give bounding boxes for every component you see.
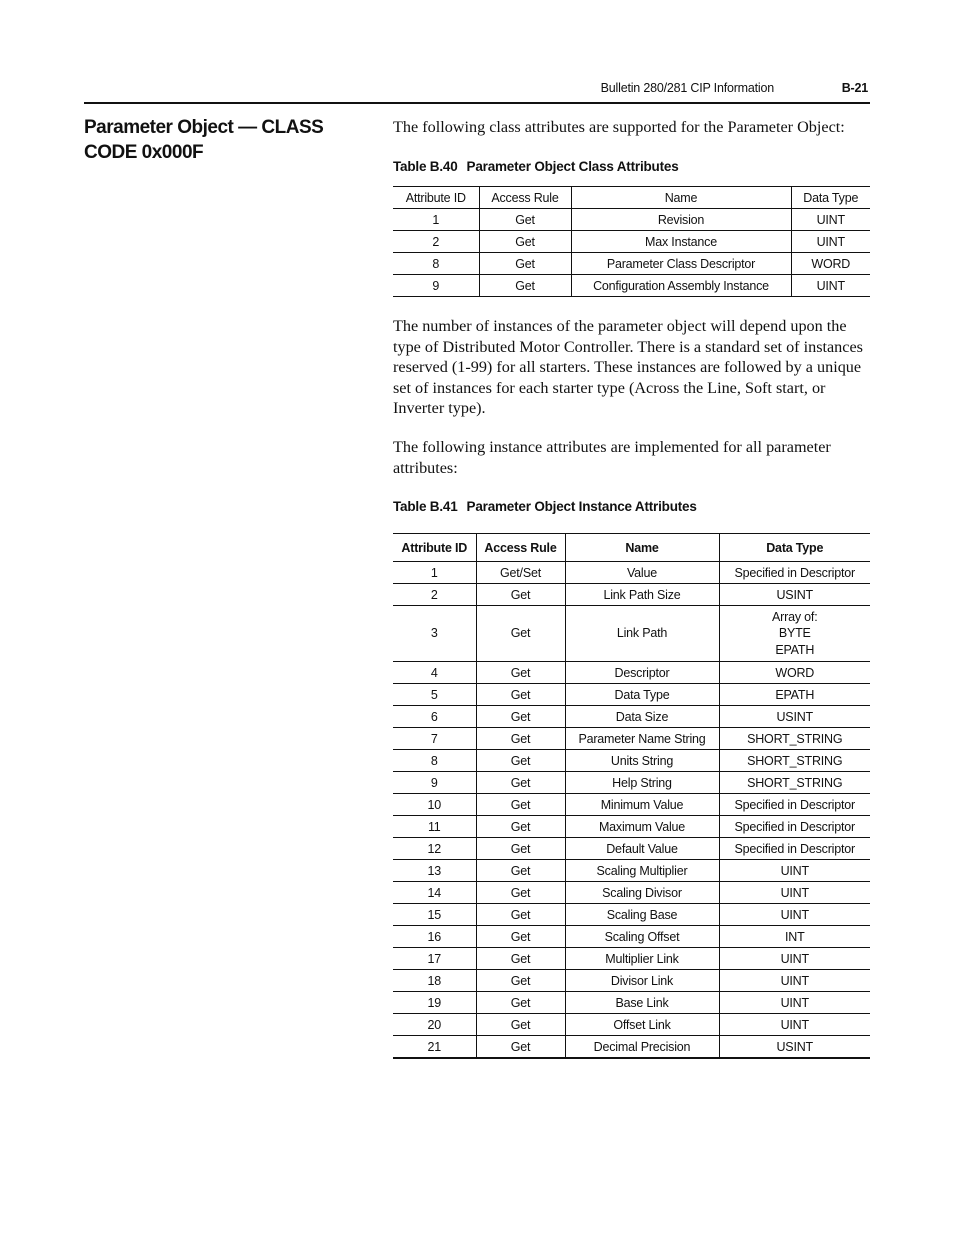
table-cell: Get <box>476 860 565 882</box>
table-cell: Get <box>476 1036 565 1059</box>
column-header: Data Type <box>719 534 870 562</box>
table-caption-title: Parameter Object Class Attributes <box>466 159 679 174</box>
table-cell: Specified in Descriptor <box>719 794 870 816</box>
table-cell: Get <box>476 706 565 728</box>
table-cell: EPATH <box>719 684 870 706</box>
table-cell: Specified in Descriptor <box>719 838 870 860</box>
table-cell: 1 <box>393 209 479 231</box>
page-number: B-21 <box>841 81 868 95</box>
table-cell: Get <box>476 926 565 948</box>
header-rule <box>84 102 870 104</box>
table-cell: Multiplier Link <box>565 948 719 970</box>
table-cell: Data Type <box>565 684 719 706</box>
table-cell <box>719 606 870 662</box>
table-cell: 9 <box>393 275 479 297</box>
table-cell: SHORT_STRING <box>719 728 870 750</box>
table-cell: 16 <box>393 926 476 948</box>
table-row <box>393 882 870 904</box>
table-cell: Decimal Precision <box>565 1036 719 1059</box>
table-cell: Link Path <box>565 606 719 662</box>
table-row <box>393 662 870 684</box>
table-cell: Get <box>479 231 571 253</box>
table-cell: Base Link <box>565 992 719 1014</box>
table-cell: Get <box>479 275 571 297</box>
table-cell: Link Path Size <box>565 584 719 606</box>
table-cell: Get <box>476 882 565 904</box>
table-cell: 9 <box>393 772 476 794</box>
table-row <box>393 816 870 838</box>
table-cell: 13 <box>393 860 476 882</box>
table-cell: Descriptor <box>565 662 719 684</box>
table-cell: WORD <box>791 253 870 275</box>
table-row <box>393 684 870 706</box>
table-cell: USINT <box>719 1036 870 1059</box>
table-row <box>393 584 870 606</box>
table-cell: Get/Set <box>476 562 565 584</box>
table-cell: 17 <box>393 948 476 970</box>
table-header-row <box>393 187 870 209</box>
table-cell: 8 <box>393 750 476 772</box>
column-header: Attribute ID <box>393 187 479 209</box>
table-cell: UINT <box>719 860 870 882</box>
table-cell: Help String <box>565 772 719 794</box>
table-cell: Revision <box>571 209 791 231</box>
table-cell: Max Instance <box>571 231 791 253</box>
table-cell: Value <box>565 562 719 584</box>
instance-attributes-table <box>393 533 870 1059</box>
table-cell: Get <box>476 1014 565 1036</box>
table-cell: Specified in Descriptor <box>719 816 870 838</box>
table-cell: Data Size <box>565 706 719 728</box>
table-cell: Get <box>476 816 565 838</box>
table-cell: 10 <box>393 794 476 816</box>
table-cell: 20 <box>393 1014 476 1036</box>
table-cell: USINT <box>719 706 870 728</box>
table-row <box>393 1036 870 1059</box>
table-cell: Units String <box>565 750 719 772</box>
table-row <box>393 860 870 882</box>
table-row <box>393 750 870 772</box>
table-cell: 7 <box>393 728 476 750</box>
table-cell: Get <box>476 728 565 750</box>
table-cell: Get <box>476 838 565 860</box>
table-cell: 2 <box>393 231 479 253</box>
table-row <box>393 992 870 1014</box>
column-header: Access Rule <box>479 187 571 209</box>
table-cell: Get <box>476 662 565 684</box>
table-cell: 4 <box>393 662 476 684</box>
table-row <box>393 253 870 275</box>
table-row <box>393 948 870 970</box>
table-cell: Get <box>476 904 565 926</box>
table-cell: UINT <box>719 882 870 904</box>
body-paragraph: The following instance attributes are implemented for all parameter attributes: <box>393 438 831 477</box>
table-cell: Specified in Descriptor <box>719 562 870 584</box>
table-row <box>393 562 870 584</box>
table-cell: 8 <box>393 253 479 275</box>
table-row <box>393 231 870 253</box>
table-cell: Parameter Class Descriptor <box>571 253 791 275</box>
intro-text: The following class attributes are supported for the Parameter Object: <box>393 118 845 136</box>
table-caption <box>393 159 679 174</box>
table-cell: USINT <box>719 584 870 606</box>
column-header: Access Rule <box>476 534 565 562</box>
table-cell: Get <box>476 992 565 1014</box>
table-cell: SHORT_STRING <box>719 750 870 772</box>
table-cell: Offset Link <box>565 1014 719 1036</box>
table-row <box>393 275 870 297</box>
table-cell: 11 <box>393 816 476 838</box>
table-row <box>393 926 870 948</box>
table-cell: 19 <box>393 992 476 1014</box>
table-cell: Get <box>476 794 565 816</box>
table-row <box>393 209 870 231</box>
table-cell: Minimum Value <box>565 794 719 816</box>
table-cell: Default Value <box>565 838 719 860</box>
table-cell: 5 <box>393 684 476 706</box>
table-cell: Scaling Multiplier <box>565 860 719 882</box>
table-cell: Get <box>476 970 565 992</box>
table-caption-number: Table B.40 <box>393 159 458 174</box>
table-cell: 21 <box>393 1036 476 1059</box>
table-row <box>393 838 870 860</box>
table-cell: 18 <box>393 970 476 992</box>
table-cell: 14 <box>393 882 476 904</box>
table-cell: UINT <box>791 209 870 231</box>
table-cell-line: Array of: <box>772 609 818 624</box>
table-cell: UINT <box>719 904 870 926</box>
table-caption-title: Parameter Object Instance Attributes <box>466 499 697 514</box>
page-header <box>84 80 870 102</box>
table-cell: 12 <box>393 838 476 860</box>
table-cell: 2 <box>393 584 476 606</box>
table-cell: UINT <box>719 992 870 1014</box>
table-cell: 1 <box>393 562 476 584</box>
table-header-row <box>393 534 870 562</box>
header-bulletin: Bulletin 280/281 CIP Information <box>600 81 774 95</box>
table-cell: Get <box>476 750 565 772</box>
table-cell: Get <box>476 584 565 606</box>
table-cell: 15 <box>393 904 476 926</box>
column-header: Name <box>571 187 791 209</box>
table-cell: Get <box>476 948 565 970</box>
table-caption-number: Table B.41 <box>393 499 458 514</box>
table-row <box>393 794 870 816</box>
table-cell: Configuration Assembly Instance <box>571 275 791 297</box>
table-row <box>393 970 870 992</box>
table-cell: INT <box>719 926 870 948</box>
table-cell: Scaling Base <box>565 904 719 926</box>
table-row <box>393 1014 870 1036</box>
table-cell-line: EPATH <box>775 642 815 657</box>
table-cell: Scaling Offset <box>565 926 719 948</box>
table-cell: Get <box>476 772 565 794</box>
table-cell: Scaling Divisor <box>565 882 719 904</box>
table-cell: UINT <box>791 231 870 253</box>
table-cell: Get <box>479 253 571 275</box>
table-row <box>393 706 870 728</box>
table-cell: SHORT_STRING <box>719 772 870 794</box>
table-row <box>393 904 870 926</box>
table-cell-line: BYTE <box>778 626 811 641</box>
table-cell: UINT <box>791 275 870 297</box>
table-cell: WORD <box>719 662 870 684</box>
table-cell: UINT <box>719 970 870 992</box>
table-cell: Get <box>476 606 565 662</box>
table-cell: Get <box>479 209 571 231</box>
table-caption <box>393 499 697 514</box>
table-cell: Divisor Link <box>565 970 719 992</box>
body-paragraph: The number of instances of the parameter object will depend upon the type of Distributed Motor Controller. There is a standard set of instances reserved (1-99) for all starters. These instances are followed by a unique set of instances for each starter type (Across the Line, Soft start, or Inverter type). <box>393 317 863 417</box>
column-header: Data Type <box>791 187 870 209</box>
table-cell: Maximum Value <box>565 816 719 838</box>
table-row <box>393 772 870 794</box>
table-cell: 3 <box>393 606 476 662</box>
table-row <box>393 728 870 750</box>
column-header: Name <box>565 534 719 562</box>
table-cell: Get <box>476 684 565 706</box>
section-title: Parameter Object — CLASS CODE 0x000F <box>84 117 324 163</box>
table-row <box>393 606 870 662</box>
column-header: Attribute ID <box>393 534 476 562</box>
table-cell: UINT <box>719 1014 870 1036</box>
table-cell: 6 <box>393 706 476 728</box>
table-cell: Parameter Name String <box>565 728 719 750</box>
class-attributes-table <box>393 186 870 297</box>
table-cell: UINT <box>719 948 870 970</box>
